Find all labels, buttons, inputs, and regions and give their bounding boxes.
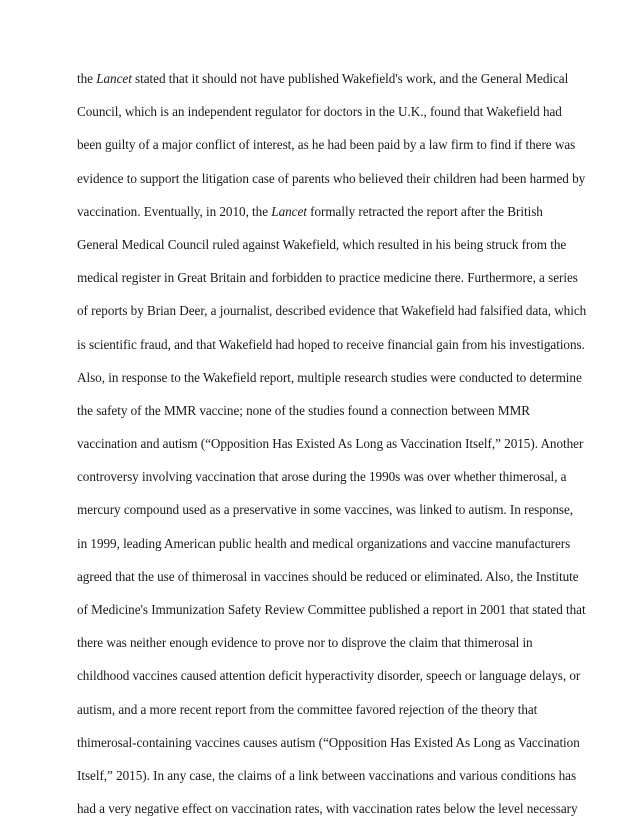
text-line — [77, 593, 586, 626]
text-segment: mercury compound used as a preservative in some vaccines, was linked to autism. In response, — [77, 502, 574, 518]
text-segment: been guilty of a major conflict of interest, as he had been paid by a law firm to find if there was — [77, 137, 576, 153]
text-line — [77, 328, 585, 361]
text-segment: the — [77, 71, 97, 86]
text-segment: had a very negative effect on vaccination rates, with vaccination rates below the level necessary — [77, 801, 578, 817]
text-segment: of reports by Brian Deer, a journalist, described evidence that Wakefield had falsified data, which — [77, 303, 587, 319]
text-segment: the safety of the MMR vaccine; none of the studies found a connection between MMR — [77, 402, 530, 418]
text-line — [77, 693, 577, 726]
text-segment: autism, and a more recent report from the committee favored rejection of the theory that — [77, 701, 538, 717]
text-line — [77, 62, 577, 95]
text-segment: vaccination. Eventually, in 2010, the — [77, 203, 272, 219]
text-segment: Also, in response to the Wakefield report, multiple research studies were conducted to determine — [77, 369, 582, 385]
text-segment: General Medical Council ruled against Wakefield, which resulted in his being struck from the — [77, 236, 567, 252]
text-line — [77, 195, 577, 228]
text-segment: Itself,” 2015). In any case, the claims of a link between vaccinations and various conditions has — [77, 767, 577, 783]
text-line — [77, 294, 587, 327]
text-line — [77, 228, 577, 261]
text-segment: is scientific fraud, and that Wakefield had hoped to receive financial gain from his investigations. — [77, 336, 585, 352]
italic-title-text: Lancet — [96, 71, 132, 86]
text-line — [77, 261, 577, 294]
text-line — [77, 759, 577, 792]
text-segment: vaccination and autism (“Opposition Has Existed As Long as Vaccination Itself,” 2015). Another — [77, 436, 584, 452]
text-line — [77, 493, 577, 526]
text-segment: childhood vaccines caused attention deficit hyperactivity disorder, speech or language delays, or — [77, 668, 581, 684]
text-segment: thimerosal-containing vaccines causes autism (“Opposition Has Existed As Long as Vaccination — [77, 734, 580, 750]
text-line — [77, 726, 580, 759]
text-line — [77, 162, 586, 195]
text-segment: medical register in Great Britain and forbidden to practice medicine there. Furthermore, a series — [77, 270, 578, 286]
body-paragraph — [77, 62, 587, 825]
italic-title-text: Lancet — [271, 203, 307, 219]
text-line — [77, 560, 577, 593]
text-segment: evidence to support the litigation case of parents who believed their children had been harmed by — [77, 170, 586, 186]
text-segment: formally retracted the report after the British — [306, 203, 543, 219]
text-line — [77, 95, 577, 128]
text-segment: there was neither enough evidence to prove nor to disprove the claim that thimerosal in — [77, 635, 533, 651]
text-line — [77, 792, 577, 825]
text-line — [77, 527, 577, 560]
text-segment: agreed that the use of thimerosal in vaccines should be reduced or eliminated. Also, the Institute — [77, 568, 579, 584]
text-line — [77, 626, 577, 659]
text-segment: in 1999, leading American public health and medical organizations and vaccine manufacturers — [77, 535, 571, 551]
text-line — [77, 361, 582, 394]
text-line — [77, 460, 577, 493]
text-line — [77, 427, 584, 460]
text-line — [77, 659, 581, 692]
text-segment: stated that it should not have published Wakefield's work, and the General Medical — [131, 71, 569, 86]
text-segment: of Medicine's Immunization Safety Review Committee published a report in 2001 that stated that — [77, 602, 586, 617]
text-line — [77, 128, 577, 161]
text-line — [77, 394, 577, 427]
text-segment: controversy involving vaccination that arose during the 1990s was over whether thimerosal, a — [77, 469, 567, 485]
text-segment: Council, which is an independent regulator for doctors in the U.K., found that Wakefield had — [77, 104, 562, 120]
